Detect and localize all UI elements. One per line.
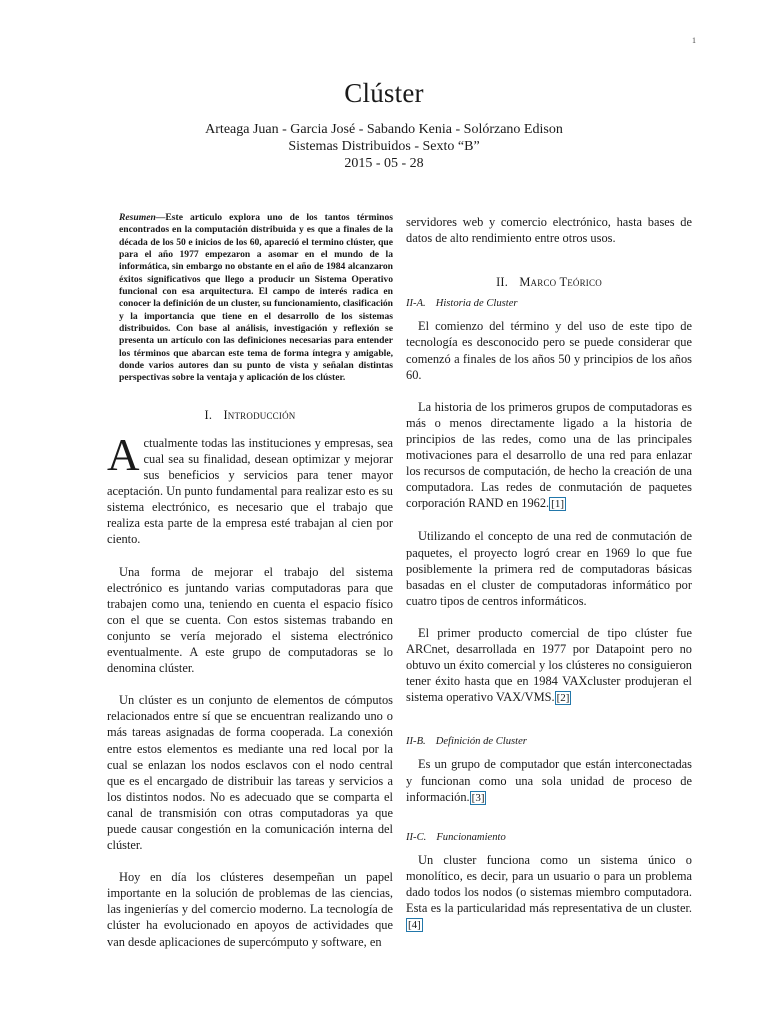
intro-paragraph-2: Una forma de mejorar el trabajo del sistema electrónico es juntando varias computadoras para que trabajen como una, teniendo en cuenta el espacio físico con el que se cuenta. Con estos sistemas trabando en conjunto se vería mejorado el sistema electrónico eventualmente. A este grupo de computadoras se lo denomina clúster.: [107, 564, 393, 676]
definicion-paragraph-1: [406, 756, 692, 805]
intro-paragraph-1: [107, 429, 393, 548]
intro-paragraph-4: Hoy en día los clústeres desempeñan un papel importante en la solución de problemas de las ciencias, las ingenierías y del comercio moderno. La tecnología de clúster ha evolucionado en apoyos de actividades que van desde aplicaciones de supercómputo y software, en: [107, 870, 393, 949]
intro-paragraph-3: Un clúster es un conjunto de elementos de cómputos relacionados entre sí que se encuentran realizando uno o más tareas asignadas de forma cooperada. La conexión entre estos elementos es mediante una red local por la cual se enlazan los nodos esclavos con el nodo central que es el encargado de distribuir las tareas y servicios a los distintos nodos. No es adecuado que se comparta el canal de transmisión con otras computadoras ya que puede causar congestión en la comunicación interna del clúster.: [107, 693, 393, 853]
subsection-title: Funcionamiento: [436, 831, 506, 843]
funcionamiento-paragraph-1-text: Un cluster funciona como un sistema único o monolítico, es decir, para un usuario o para un problema dado todos los nodos (o sistemas miembro computadora. Esta es la particularidad más representativa de un cluster.: [406, 852, 692, 916]
intro-paragraph-4-continued: servidores web y comercio electrónico, hasta bases de datos de alto rendimiento entre otros usos.: [406, 215, 692, 246]
section-heading-marco-teorico: [406, 274, 692, 290]
drop-cap: A: [107, 429, 140, 480]
section-number: I.: [204, 407, 213, 422]
section-number: II.: [496, 275, 509, 290]
citation-link-4[interactable]: [4]: [408, 919, 421, 932]
citation-link-2[interactable]: [2]: [556, 692, 570, 705]
page-number: 1: [692, 36, 696, 45]
subsection-heading-definicion: [406, 734, 692, 750]
subsection-title: Historia de Cluster: [435, 298, 518, 310]
subsection-heading-historia: [406, 296, 692, 312]
historia-paragraph-1: El comienzo del término y del uso de este tipo de tecnología es desconocido pero se puede considerar que comenzó a finales de los años 50 y principios de los años 60.: [406, 319, 692, 382]
definicion-paragraph-1-text: Es un grupo de computador que están interconectadas y funcionan como una sola unidad de proceso de información.: [406, 757, 692, 804]
historia-paragraph-4-text: El primer producto comercial de tipo clúster fue ARCnet, desarrollada en 1977 por Datapoint pero no obtuvo un éxito comercial y los clústeres no consiguieron tener éxito hasta que en 1984 VAXcluster produjeran el sistema operativo VAX/VMS.: [406, 625, 692, 705]
subsection-number: II-C.: [406, 831, 427, 843]
subsection-number: II-A.: [406, 298, 426, 310]
paper-authors: Arteaga Juan - Garcia José - Sabando Kenia - Solórzano Edison: [205, 122, 563, 137]
section-title: Introducción: [223, 407, 296, 422]
historia-paragraph-3: Utilizando el concepto de una red de conmutación de paquetes, el proyecto logró crear en 1969 lo que fue posiblemente la primera red de computadoras básicas basadas en el cluster de computadoras informático por cuatro tipos de centros informáticos.: [406, 529, 692, 608]
historia-paragraph-2-text: La historia de los primeros grupos de computadoras es más o menos directamente ligado a la historia de principios de las redes, como una de las principales motivaciones para el desarrollo de una red para enlazar los recursos de computación, de hecho la creación de una computadora. Las redes de conmutación de paquetes corporación RAND en 1962.: [406, 399, 692, 511]
historia-paragraph-4: [406, 625, 692, 706]
historia-paragraph-2: [406, 399, 692, 513]
intro-paragraph-1-text: ctualmente todas las instituciones y empresas, sea cual sea su finalidad, desean optimizar y mejorar sus beneficios y servicios para tener mayor aceptación. Un punto fundamental para realizar esto es su sistema electrónico, es necesario que el trabajo que realiza esta parte de la empresa esté trabajan al cien por ciento.: [107, 435, 393, 547]
abstract-label: Resumen: [119, 212, 156, 223]
citation-link-1[interactable]: [1]: [551, 498, 564, 511]
section-heading-introduccion: [107, 407, 393, 423]
paper-affiliation: Sistemas Distribuidos - Sexto “B”: [288, 139, 480, 154]
subsection-heading-funcionamiento: [406, 830, 692, 846]
abstract-text: —Este articulo explora uno de los tantos términos encontrados en la computación distribuida y es que a finales de la década de los 50 e inicios de los 60, apareció el termino clúster, que para el año 1977 empezaron a asomar en el mundo de la informática, sin embargo no obstante en el año de 1984 alcanzaron éxitos significativos que llego a producir un Sistema Operativo funcional con esa arquitectura. El campo de interés radica en conocer la definición de un cluster, su funcionamiento, clasificación y la importancia que tiene en el desarrollo de los sistemas distribuidos. Con base al análisis, investigación y reflexión se presenta un artículo con las definiciones necesarias para entender los términos que abarcan este tema de forma íntegra y amigable, donde varios autores dan su punto de vista y señalan distintas perspectivas sobre la ventaja y aplicación de los clúster.: [119, 212, 393, 384]
right-column: [406, 214, 692, 949]
section-title: Marco Teórico: [519, 275, 602, 290]
left-column: [107, 212, 393, 950]
paper-date: 2015 - 05 - 28: [344, 156, 424, 171]
citation-link-3[interactable]: [3]: [471, 791, 485, 804]
paper-title: Clúster: [344, 78, 424, 108]
subsection-number: II-B.: [406, 736, 426, 748]
abstract: [107, 212, 393, 385]
funcionamiento-paragraph-1: [406, 852, 692, 933]
subsection-title: Definición de Cluster: [435, 736, 527, 748]
